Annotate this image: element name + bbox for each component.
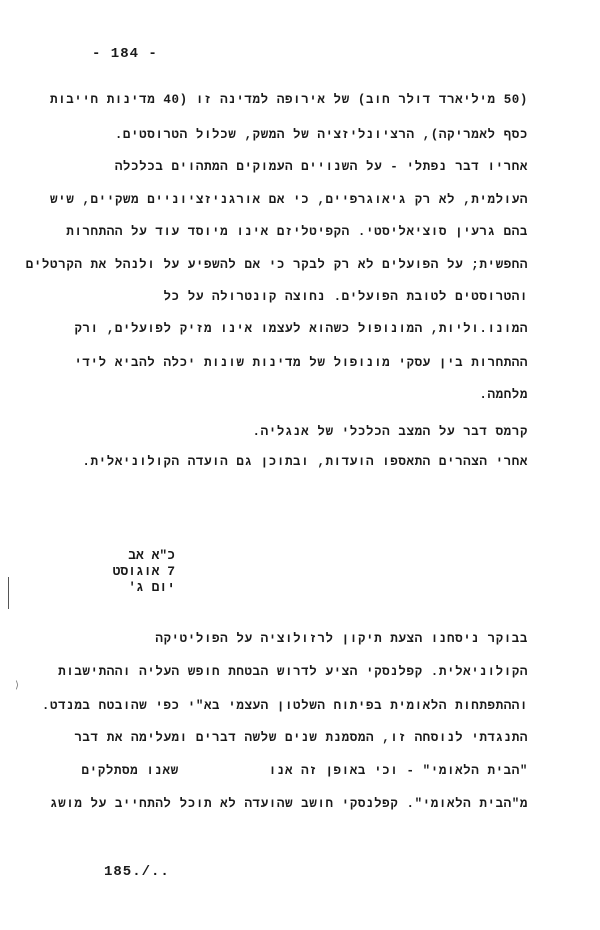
text-line: אחרי הצהרים התאספו הועדות, ובתוכן גם הועדה הקולוניאלית.: [82, 455, 528, 469]
next-page-marker: 185./..: [104, 864, 170, 880]
text-line: אחריו דבר נפתלי - על השנויים העמוקים המתהוים בכלכלה: [114, 160, 528, 174]
text-line: כסף לאמריקה), הרציונליזציה של המשק, שכלול הטרוסטים.: [114, 128, 528, 142]
text-line: מלחמה.: [479, 388, 528, 402]
date-block: [112, 548, 175, 596]
margin-mark: ⟩: [14, 681, 21, 692]
text-line: (50 מיליארד דולר חוב) של אירופה למדינה זו (40 מדינות חייבות: [50, 93, 528, 107]
text-line: מ"הבית הלאומי". קפלנסקי חושב שהועדה לא תוכל להתחייב על מושג: [50, 797, 528, 811]
text-line: בהם גרעין סוציאליסטי. הקפיטליזם אינו מיוסד עוד על ההתחרות: [66, 225, 528, 239]
text-line: המונו.וליות, המונופול כשהוא לעצמו אינו מזיק לפועלים, ורק: [74, 322, 528, 336]
weekday: יום ג': [128, 580, 175, 595]
text-line: קרמס דבר על המצב הכלכלי של אנגליה.: [252, 425, 528, 439]
text-line: [82, 764, 528, 778]
text-line: החפשית; על הפועלים לא רק לבקר כי אם להשפיע על ולנהל את הקרטלים: [25, 258, 528, 272]
text-line: התנגדתי לנוסחה זו, המסמנת שנים שלשה דברים ומעלימה את דבר: [74, 731, 528, 745]
text-line: והטרוסטים לטובת הפועלים. נחוצה קונטרולה על כל: [163, 290, 528, 304]
margin-line: [8, 577, 9, 609]
page-number: - 184 -: [92, 46, 158, 62]
date-hebrew: כ"א אב: [128, 548, 175, 563]
text-line: וההתפתחות הלאומית בפיתוח השלטון העצמי בא"י כפי שהובטח במנדט.: [41, 699, 528, 713]
text-line: העולמית, לא רק גיאוגרפיים, כי אם אורגניזציוניים משקיים, שיש: [50, 193, 528, 207]
text-line: בבוקר ניסחנו הצעת תיקון לרזולוציה על הפוליטיקה: [155, 632, 528, 646]
text-line: הקולוניאלית. קפלנסקי הציע לדרוש הבטחת חופש העליה וההתישבות: [58, 665, 528, 679]
date-gregorian: 7 אוגוסט: [112, 564, 175, 579]
text-fragment-right: "הבית הלאומי" - וכי באופן זה אנו: [268, 764, 528, 778]
text-fragment-left: שאנו מסתלקים: [81, 764, 179, 778]
text-line: ההתחרות בין עסקי מונופול של מדינות שונות יכלה להביא לידי: [74, 356, 528, 370]
